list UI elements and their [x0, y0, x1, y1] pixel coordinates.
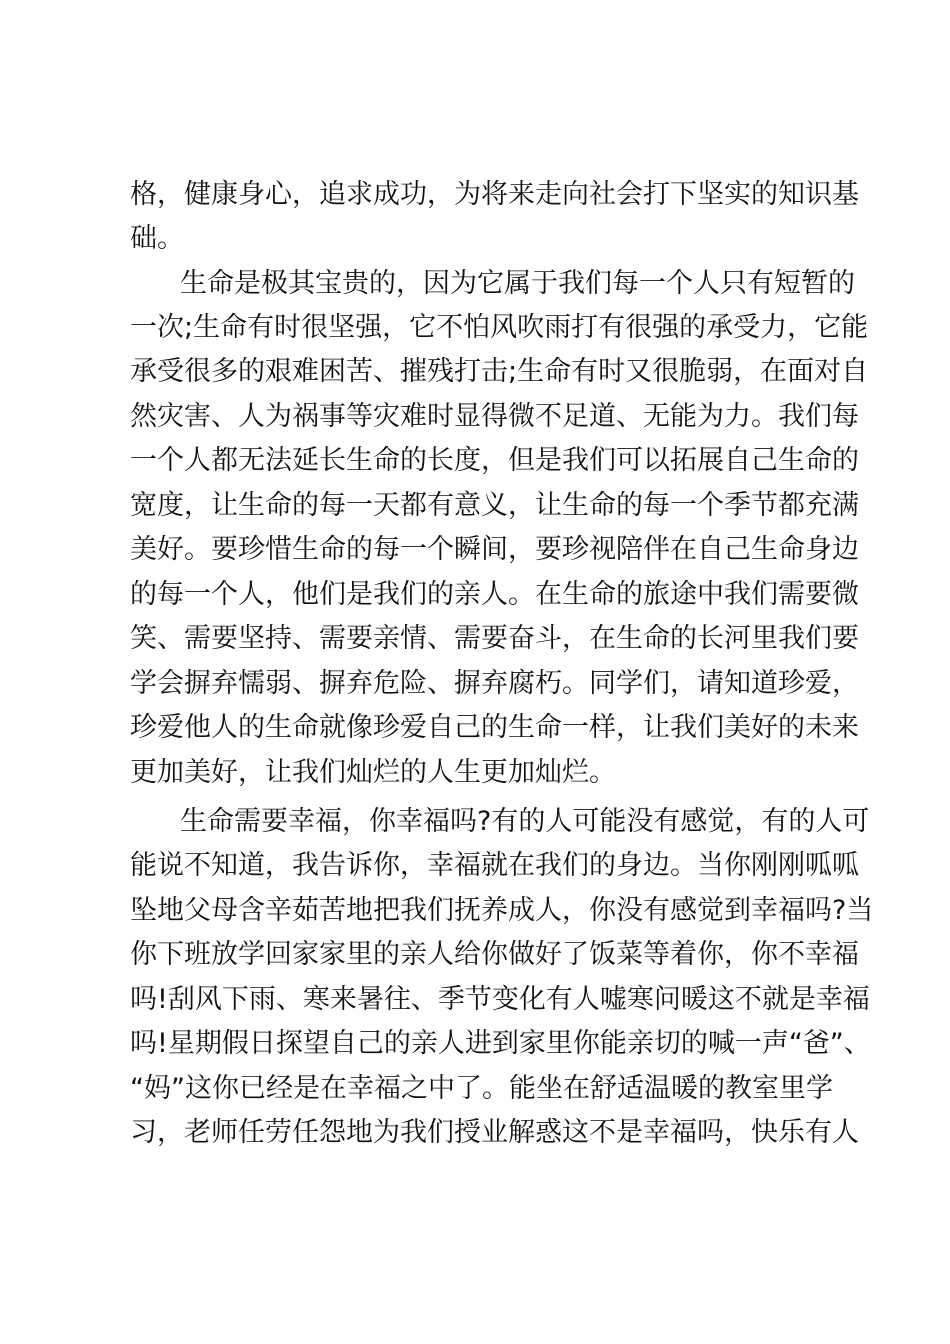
text-line: 承受很多的艰难困苦、摧残打击;生命有时又很脆弱，在面对自	[130, 356, 869, 387]
text-line: 的每一个人，他们是我们的亲人。在生命的旅途中我们需要微	[130, 579, 859, 610]
text-line: 宽度，让生命的每一天都有意义，让生命的每一个季节都充满	[130, 490, 859, 521]
text-line: 珍爱他人的生命就像珍爱自己的生命一样，让我们美好的未来	[130, 712, 859, 743]
text-line: 然灾害、人为祸事等灾难时显得微不足道、无能为力。我们每	[130, 401, 859, 432]
text-line: 吗!刮风下雨、寒来暑往、季节变化有人嘘寒问暖这不就是幸福	[130, 984, 870, 1015]
text-line: 习，老师任劳任怨地为我们授业解惑这不是幸福吗，快乐有人	[130, 1117, 859, 1148]
text-line: 你下班放学回家家里的亲人给你做好了饭菜等着你，你不幸福	[130, 939, 859, 970]
text-line: 一个人都无法延长生命的长度，但是我们可以拓展自己生命的	[130, 445, 859, 476]
text-line: 笑、需要坚持、需要亲情、需要奋斗，在生命的长河里我们要	[130, 623, 859, 654]
text-line: 美好。要珍惜生命的每一个瞬间，要珍视陪伴在自己生命身边	[130, 534, 859, 565]
text-line: 能说不知道，我告诉你，幸福就在我们的身边。当你刚刚呱呱	[130, 850, 859, 881]
text-line: 吗!星期假日探望自己的亲人进到家里你能亲切的喊一声“爸”、	[130, 1028, 871, 1059]
text-line: 一次;生命有时很坚强，它不怕风吹雨打有很强的承受力，它能	[130, 312, 869, 343]
text-line: 更加美好，让我们灿烂的人生更加灿烂。	[130, 757, 616, 788]
text-line: 生命是极其宝贵的，因为它属于我们每一个人只有短暂的	[180, 268, 855, 299]
text-line: 坠地父母含辛茹苦地把我们抚养成人，你没有感觉到幸福吗?当	[130, 895, 874, 926]
text-line: 础。	[130, 223, 184, 254]
text-line: 学会摒弃懦弱、摒弃危险、摒弃腐朽。同学们，请知道珍爱，	[130, 668, 859, 699]
text-line: 生命需要幸福，你幸福吗?有的人可能没有感觉，有的人可	[180, 806, 870, 837]
text-line: “妈”这你已经是在幸福之中了。能坐在舒适温暖的教室里学	[130, 1073, 833, 1104]
text-line: 格，健康身心，追求成功，为将来走向社会打下坚实的知识基	[130, 179, 859, 210]
